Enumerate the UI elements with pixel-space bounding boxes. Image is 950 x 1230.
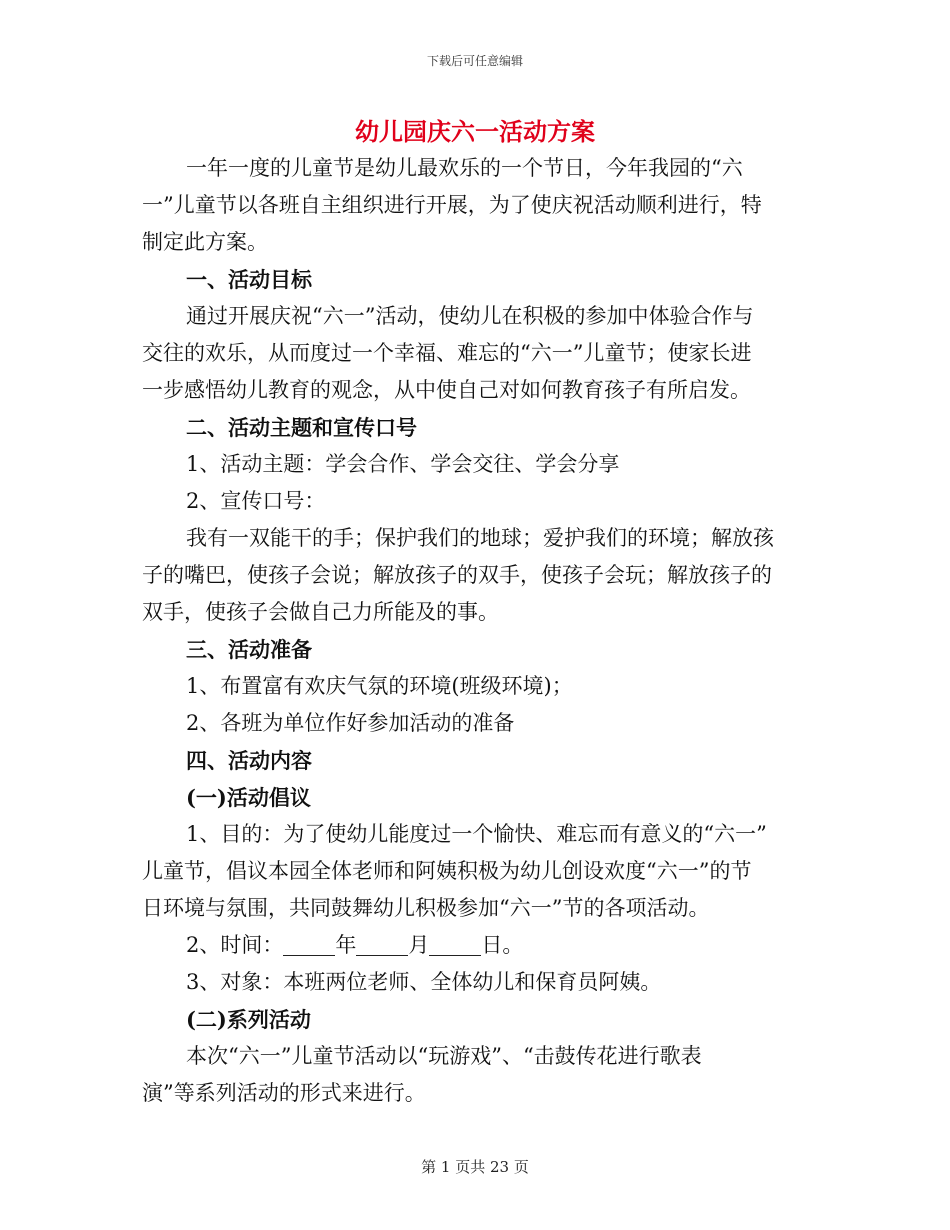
paragraph-line: 本次“六一”儿童节活动以“玩游戏”、“击鼓传花进行歌表 (186, 1044, 702, 1068)
document-title: 幼儿园庆六一活动方案 (355, 117, 595, 146)
page-footer: 第 1 页共 23 页 (421, 1158, 529, 1176)
paragraph-line: 日环境与氛围，共同鼓舞幼儿积极参加“六一”节的各项活动。 (142, 896, 710, 920)
list-item: 1、活动主题：学会合作、学会交往、学会分享 (186, 452, 620, 476)
paragraph-line: 双手，使孩子会做自己力所能及的事。 (142, 600, 499, 624)
time-year: 年 (335, 933, 357, 957)
blank-year (283, 933, 335, 956)
list-item: 2、各班为单位作好参加活动的准备 (186, 711, 515, 735)
document-body (142, 150, 802, 1112)
paragraph-line: 1、目的：为了使幼儿能度过一个愉快、难忘而有意义的“六一” (186, 822, 767, 846)
paragraph-line: 子的嘴巴，使孩子会说；解放孩子的双手，使孩子会玩；解放孩子的 (142, 563, 772, 587)
paragraph-line: 通过开展庆祝“六一”活动，使幼儿在积极的参加中体验合作与 (186, 304, 754, 328)
time-month: 月 (408, 933, 430, 957)
blank-month (356, 933, 408, 956)
page-header: 下载后可任意编辑 (426, 54, 523, 68)
subsection-heading-series: (二)系列活动 (186, 1007, 311, 1032)
intro-line: 一年一度的儿童节是幼儿最欢乐的一个节日，今年我园的“六 (186, 156, 743, 180)
list-item: 2、宣传口号： (186, 489, 326, 513)
time-line (142, 927, 802, 964)
paragraph-line: 一步感悟幼儿教育的观念，从中使自己对如何教育孩子有所启发。 (142, 378, 751, 402)
time-day: 日。 (481, 933, 524, 957)
paragraph-line: 我有一双能干的手；保护我们的地球；爱护我们的环境；解放孩 (186, 526, 774, 550)
section-heading-theme: 二、活动主题和宣传口号 (186, 415, 417, 440)
paragraph-line: 交往的欢乐，从而度过一个幸福、难忘的“六一”儿童节；使家长进 (142, 341, 752, 365)
section-heading-preparation: 三、活动准备 (186, 637, 312, 662)
paragraph-line: 儿童节，倡议本园全体老师和阿姨积极为幼儿创设欢度“六一”的节 (142, 859, 752, 883)
blank-day (429, 933, 481, 956)
section-heading-goals: 一、活动目标 (186, 267, 312, 292)
list-item: 1、布置富有欢庆气氛的环境(班级环境)； (186, 674, 573, 698)
section-heading-content: 四、活动内容 (186, 748, 312, 773)
intro-line: 制定此方案。 (142, 230, 268, 254)
intro-line: 一”儿童节以各班自主组织进行开展，为了使庆祝活动顺利进行，特 (142, 193, 762, 217)
time-label: 2、时间： (186, 933, 284, 957)
subsection-heading-proposal: (一)活动倡议 (186, 785, 311, 810)
paragraph-line: 演”等系列活动的形式来进行。 (142, 1081, 426, 1105)
list-item: 3、对象：本班两位老师、全体幼儿和保育员阿姨。 (186, 970, 662, 994)
